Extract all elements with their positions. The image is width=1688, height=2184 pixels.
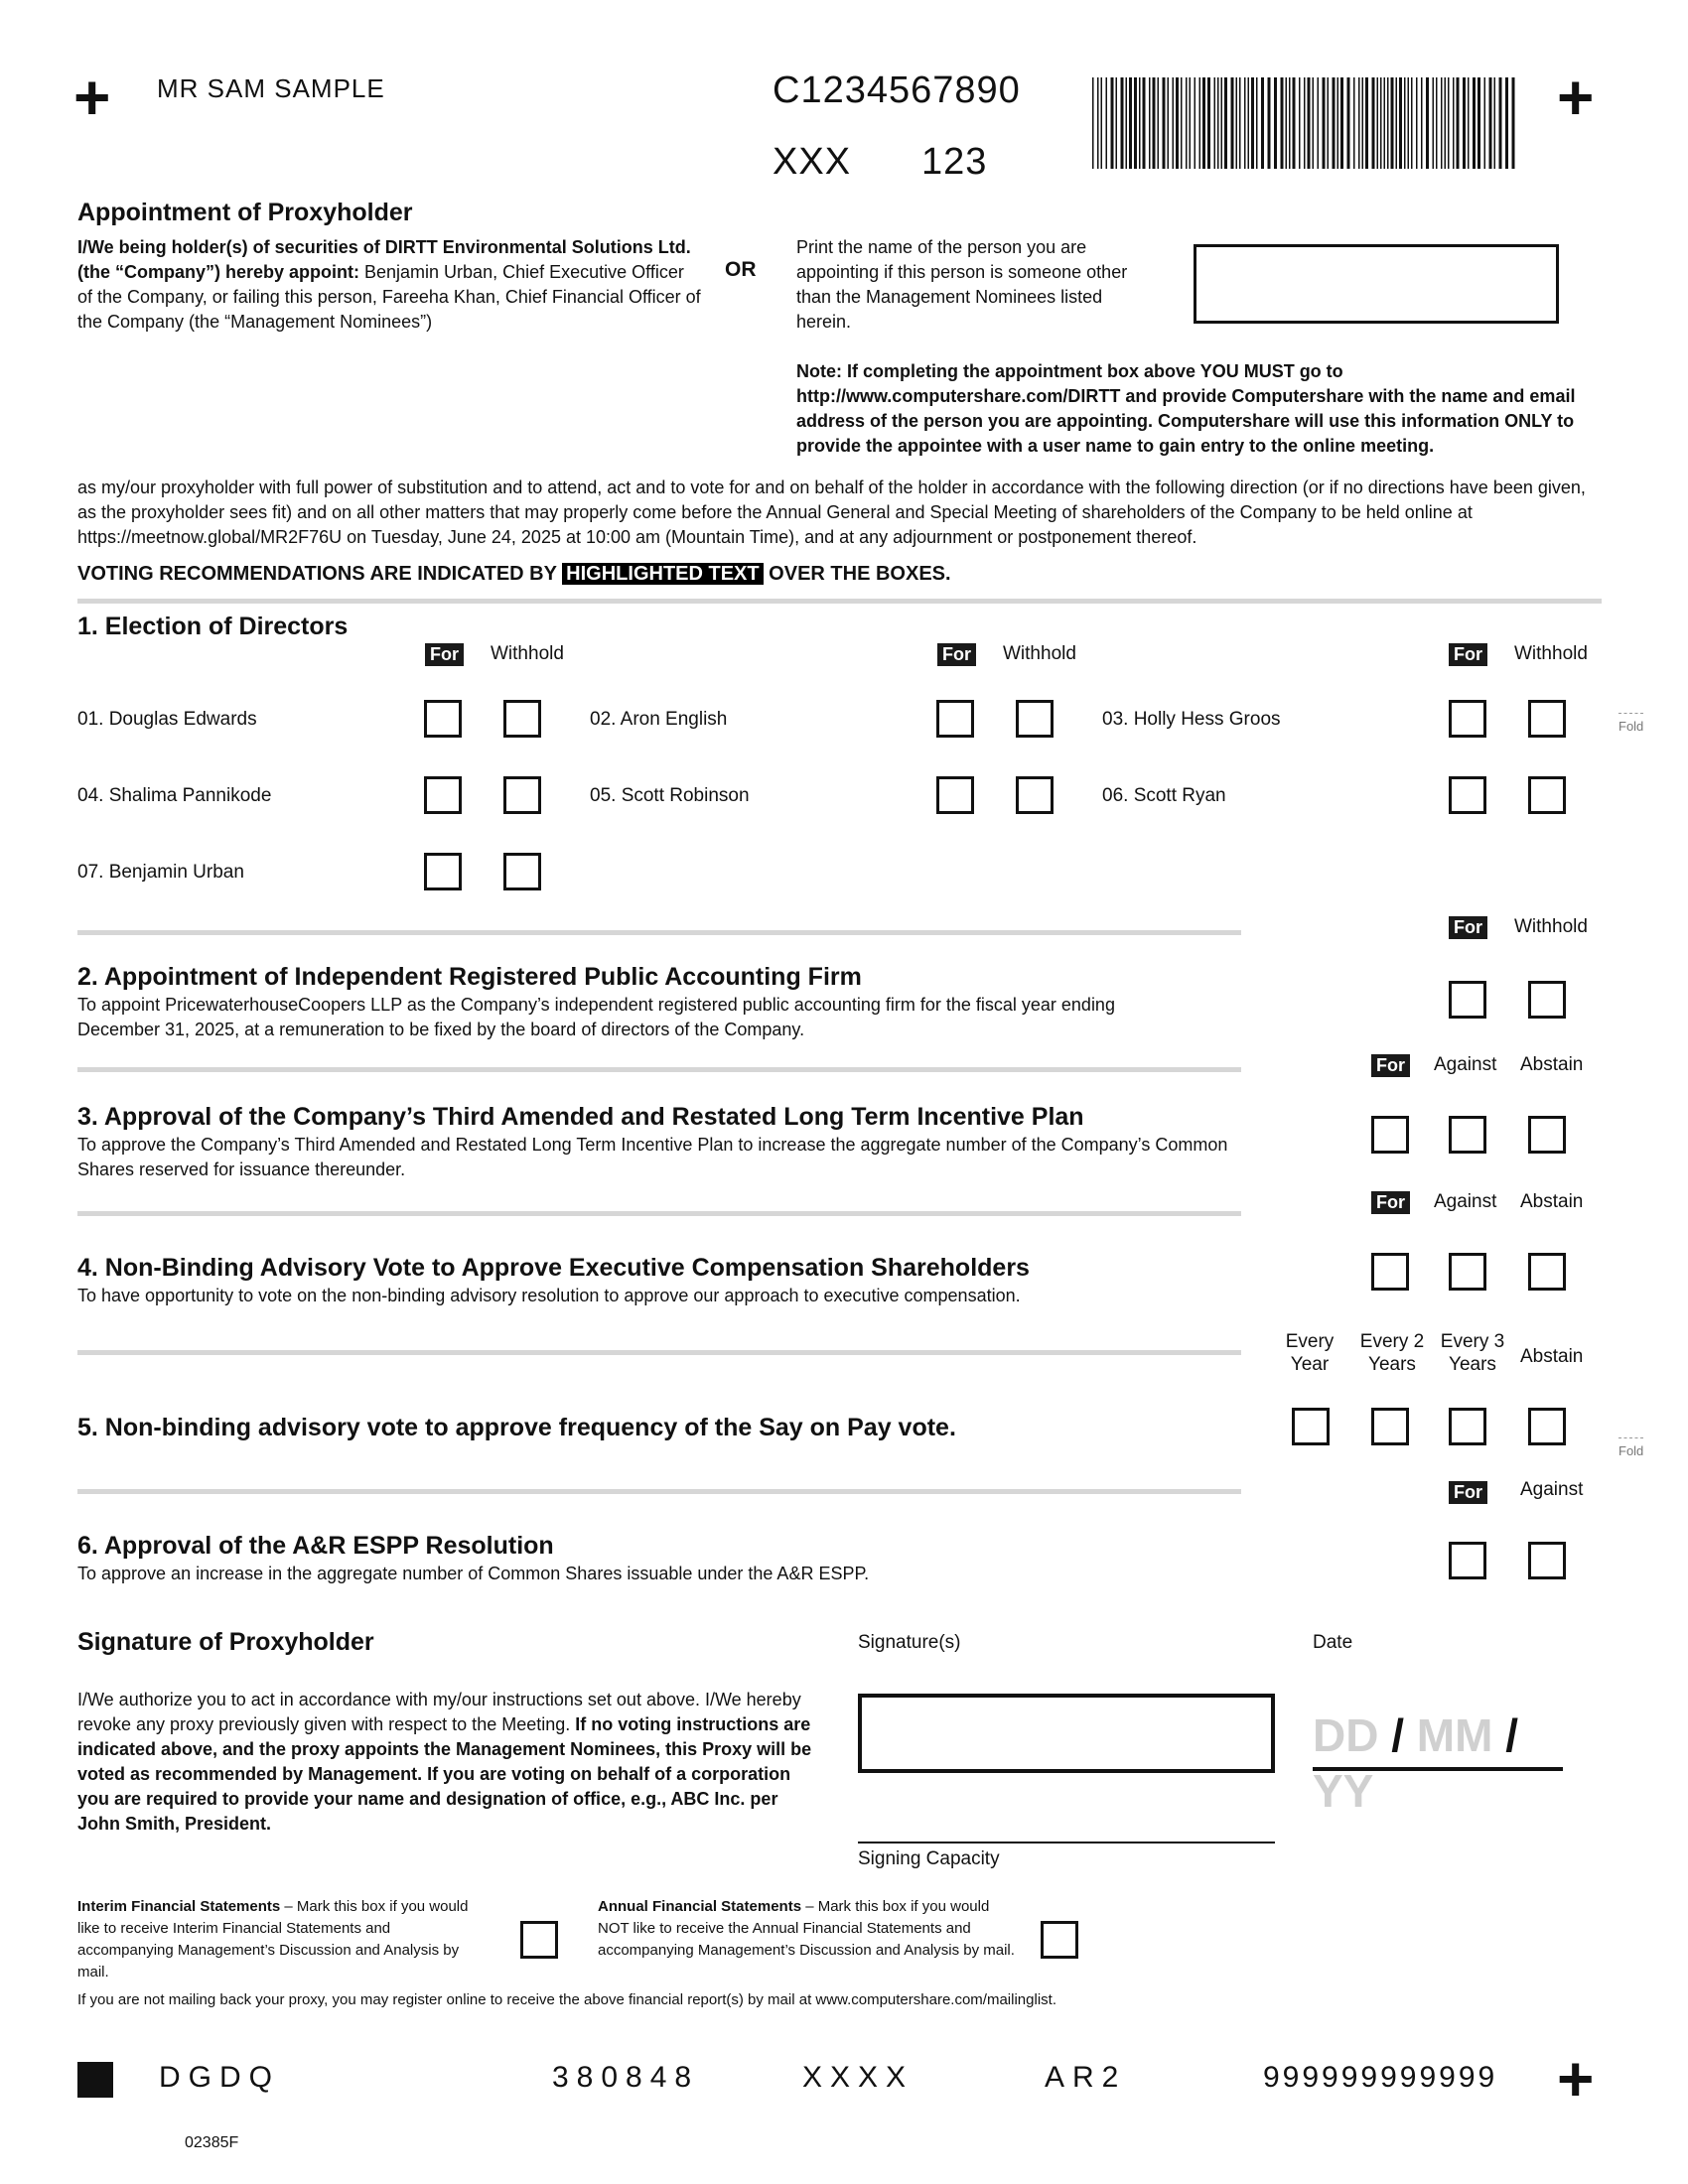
say-on-pay-abstain-checkbox[interactable]	[1528, 1408, 1566, 1445]
signature-title: Signature of Proxyholder	[77, 1628, 374, 1656]
every-year-label: Every Year	[1285, 1331, 1335, 1375]
for-label: For	[1449, 1481, 1487, 1504]
highlighted-text-sample: HIGHLIGHTED TEXT	[562, 563, 763, 585]
director-for-checkbox[interactable]	[936, 700, 974, 738]
annual-statements-title: Annual Financial Statements	[598, 1898, 802, 1915]
registration-mark: +	[1557, 62, 1595, 133]
voting-recommendation-line	[77, 563, 951, 586]
signing-capacity-label: Signing Capacity	[858, 1848, 1000, 1869]
for-recommended-tag	[425, 643, 464, 666]
resolution2-for-checkbox[interactable]	[1449, 981, 1486, 1019]
resolution3-against-checkbox[interactable]	[1449, 1116, 1486, 1154]
for-recommended-tag	[1449, 916, 1487, 939]
fold-mark: Fold	[1618, 1443, 1644, 1458]
annual-statements-text	[598, 1896, 1015, 1962]
resolution4-against-checkbox[interactable]	[1449, 1253, 1486, 1291]
footer-code: DGDQ	[159, 2061, 280, 2094]
director-for-checkbox[interactable]	[1449, 776, 1486, 814]
resolution-title: 3. Approval of the Company’s Third Amended and Restated Long Term Incentive Plan	[77, 1103, 1084, 1131]
section-divider	[77, 1350, 1241, 1355]
appointment-note: Note: If completing the appointment box above YOU MUST go to http://www.computershare.com/DIRTT and provide Computershare with the name and email address of the person you are appointing. Computershare will use this information ONLY to provide the appointee with a user name to gain entry to the online meeting.	[796, 361, 1576, 456]
section-divider	[77, 930, 1241, 935]
for-label: For	[1371, 1054, 1410, 1077]
resolution-text: To approve the Company’s Third Amended and Restated Long Term Incentive Plan to increase the aggregate number of the Company’s Common Shares reserved for issuance thereunder.	[77, 1135, 1228, 1179]
withhold-label: Withhold	[491, 643, 564, 664]
withhold-label: Withhold	[1514, 643, 1588, 664]
voting-rec-after: OVER THE BOXES.	[763, 563, 951, 585]
holder-name: MR SAM SAMPLE	[157, 73, 385, 103]
director-name: 01. Douglas Edwards	[77, 709, 257, 730]
date-separator: /	[1391, 1709, 1405, 1761]
for-label: For	[425, 643, 464, 666]
date-dd-placeholder: DD	[1313, 1709, 1379, 1761]
date-mm-placeholder: MM	[1416, 1709, 1493, 1761]
interim-statements-desc: – Mark this box if you would like to receive Interim Financial Statements and accompanying Management’s Discussion and Analysis by mail.	[77, 1898, 469, 1980]
barcode-icon	[1092, 77, 1519, 169]
for-label: For	[1449, 916, 1487, 939]
signature-input[interactable]	[858, 1694, 1275, 1773]
resolution-title: 5. Non-binding advisory vote to approve frequency of the Say on Pay vote.	[77, 1414, 956, 1441]
resolution4-for-checkbox[interactable]	[1371, 1253, 1409, 1291]
online-registration-text: If you are not mailing back your proxy, you may register online to receive the above financial report(s) by mail at www.computershare.com/mailinglist.	[77, 1991, 1056, 2008]
resolution4-abstain-checkbox[interactable]	[1528, 1253, 1566, 1291]
annual-statements-checkbox[interactable]	[1041, 1921, 1078, 1959]
section-divider	[77, 1489, 1241, 1494]
director-withhold-checkbox[interactable]	[1528, 776, 1566, 814]
director-name: 06. Scott Ryan	[1102, 785, 1226, 806]
interim-statements-checkbox[interactable]	[520, 1921, 558, 1959]
withhold-label: Withhold	[1514, 916, 1588, 937]
say-on-pay-every-year-checkbox[interactable]	[1292, 1408, 1330, 1445]
print-name-instructions: Print the name of the person you are appointing if this person is someone other than the Management Nominees listed herein.	[796, 237, 1128, 332]
section-divider	[77, 1067, 1241, 1072]
resolution6-for-checkbox[interactable]	[1449, 1542, 1486, 1579]
appointment-lead: I/We being holder(s) of securities of DIRTT Environmental Solutions Ltd. (the “Company”) hereby appoint:	[77, 237, 691, 282]
footer-code: XXXX	[802, 2061, 914, 2094]
against-label: Against	[1434, 1054, 1497, 1075]
for-recommended-tag	[1371, 1191, 1410, 1214]
footer-code: 380848	[552, 2061, 700, 2094]
registration-mark: +	[1557, 2043, 1595, 2115]
annual-statements-desc: – Mark this box if you would NOT like to receive the Annual Financial Statements and accompanying Management’s Discussion and Analysis by mail.	[598, 1898, 1015, 1959]
resolution-text: To approve an increase in the aggregate number of Common Shares issuable under the A&R ESPP.	[77, 1564, 870, 1583]
for-recommended-tag	[937, 643, 976, 666]
against-label: Against	[1520, 1479, 1584, 1500]
abstain-label: Abstain	[1520, 1054, 1584, 1075]
against-label: Against	[1434, 1191, 1497, 1212]
management-nominees: Benjamin Urban, Chief Executive Officer of the Company, or failing this person, Fareeha Khan, Chief Financial Officer of the Company (the “Management Nominees”)	[77, 262, 701, 332]
resolution6-against-checkbox[interactable]	[1528, 1542, 1566, 1579]
date-label: Date	[1313, 1632, 1353, 1653]
director-name: 02. Aron English	[590, 709, 728, 730]
authorization-lead: I/We authorize you to act in accordance with my/our instructions set out above. I/We hereby revoke any proxy previously given with respect to the Meeting.	[77, 1690, 801, 1734]
for-label: For	[937, 643, 976, 666]
abstain-label: Abstain	[1520, 1191, 1584, 1212]
resolution-text: To appoint PricewaterhouseCoopers LLP as the Company’s independent registered public accounting firm for the fiscal year ending December 31, 2025, at a remuneration to be fixed by the board of directors of the Company.	[77, 995, 1115, 1039]
appointee-name-input[interactable]	[1194, 244, 1559, 324]
withhold-label: Withhold	[1003, 643, 1076, 664]
director-name: 05. Scott Robinson	[590, 785, 750, 806]
director-withhold-checkbox[interactable]	[503, 853, 541, 890]
or-label: OR	[725, 258, 757, 281]
interim-statements-text	[77, 1896, 475, 1983]
resolution2-withhold-checkbox[interactable]	[1528, 981, 1566, 1019]
resolution-title: 2. Appointment of Independent Registered Public Accounting Firm	[77, 963, 862, 991]
appointment-text	[77, 235, 703, 335]
director-for-checkbox[interactable]	[936, 776, 974, 814]
section-divider	[77, 599, 1602, 604]
date-yy-placeholder: YY	[1313, 1765, 1374, 1817]
director-withhold-checkbox[interactable]	[503, 700, 541, 738]
resolution-title: 4. Non-Binding Advisory Vote to Approve Executive Compensation Shareholders	[77, 1254, 1030, 1282]
every-2-years-label: Every 2 Years	[1359, 1331, 1425, 1375]
authorization-bold: If no voting instructions are indicated above, and the proxy appoints the Management Nominees, this Proxy will be voted as recommended by Management. If you are voting on behalf of a corporation you are required to provide your name and designation of office, e.g., ABC Inc. per John Smith, President.	[77, 1714, 812, 1834]
director-name: 04. Shalima Pannikode	[77, 785, 272, 806]
say-on-pay-every-3-years-checkbox[interactable]	[1449, 1408, 1486, 1445]
director-withhold-checkbox[interactable]	[1016, 700, 1054, 738]
date-separator: /	[1505, 1709, 1518, 1761]
for-recommended-tag	[1449, 643, 1487, 666]
holder-sub-code-b: 123	[921, 141, 988, 183]
signature-label: Signature(s)	[858, 1632, 961, 1653]
for-recommended-tag	[1449, 1481, 1487, 1504]
authorization-text	[77, 1688, 822, 1837]
resolution-title: 6. Approval of the A&R ESPP Resolution	[77, 1532, 554, 1560]
footer-code: 999999999999	[1263, 2061, 1498, 2094]
director-withhold-checkbox[interactable]	[1016, 776, 1054, 814]
proxy-power-text: as my/our proxyholder with full power of substitution and to attend, act and to vote for and on behalf of the holder in accordance with the following direction (or if no directions have been given, as the proxyholder sees fit) and on all other matters that may properly come before the Annual General and Special Meeting of shareholders of the Company to be held online at https://meetnow.global/MR2F76U on Tuesday, June 24, 2025 at 10:00 am (Mountain Time), and at any adjournment or postponement thereof.	[77, 478, 1586, 547]
registration-square	[77, 2062, 113, 2098]
section-divider	[77, 1211, 1241, 1216]
directors-title: 1. Election of Directors	[77, 613, 349, 640]
say-on-pay-every-2-years-checkbox[interactable]	[1371, 1408, 1409, 1445]
signing-capacity-input[interactable]	[858, 1842, 1275, 1843]
director-for-checkbox[interactable]	[424, 700, 462, 738]
resolution3-abstain-checkbox[interactable]	[1528, 1116, 1566, 1154]
director-name: 07. Benjamin Urban	[77, 862, 244, 883]
footer-code: AR2	[1045, 2061, 1127, 2094]
appointment-title: Appointment of Proxyholder	[77, 199, 413, 226]
registration-mark: +	[73, 62, 111, 133]
director-for-checkbox[interactable]	[424, 776, 462, 814]
resolution3-for-checkbox[interactable]	[1371, 1116, 1409, 1154]
holder-sub-code-a: XXX	[773, 141, 852, 183]
director-name: 03. Holly Hess Groos	[1102, 709, 1281, 730]
director-for-checkbox[interactable]	[1449, 700, 1486, 738]
voting-rec-before: VOTING RECOMMENDATIONS ARE INDICATED BY	[77, 563, 563, 585]
for-label: For	[1449, 643, 1487, 666]
form-id: 02385F	[185, 2134, 239, 2151]
date-input[interactable]	[1313, 1707, 1563, 1817]
fold-mark: Fold	[1618, 719, 1644, 734]
holder-account-code: C1234567890	[773, 69, 1021, 111]
every-3-years-label: Every 3 Years	[1440, 1331, 1505, 1375]
resolution-text: To have opportunity to vote on the non-binding advisory resolution to approve our approach to executive compensation.	[77, 1286, 1021, 1305]
interim-statements-title: Interim Financial Statements	[77, 1898, 281, 1915]
for-recommended-tag	[1371, 1054, 1410, 1077]
abstain-label: Abstain	[1520, 1346, 1584, 1367]
for-label: For	[1371, 1191, 1410, 1214]
director-for-checkbox[interactable]	[424, 853, 462, 890]
director-withhold-checkbox[interactable]	[503, 776, 541, 814]
director-withhold-checkbox[interactable]	[1528, 700, 1566, 738]
